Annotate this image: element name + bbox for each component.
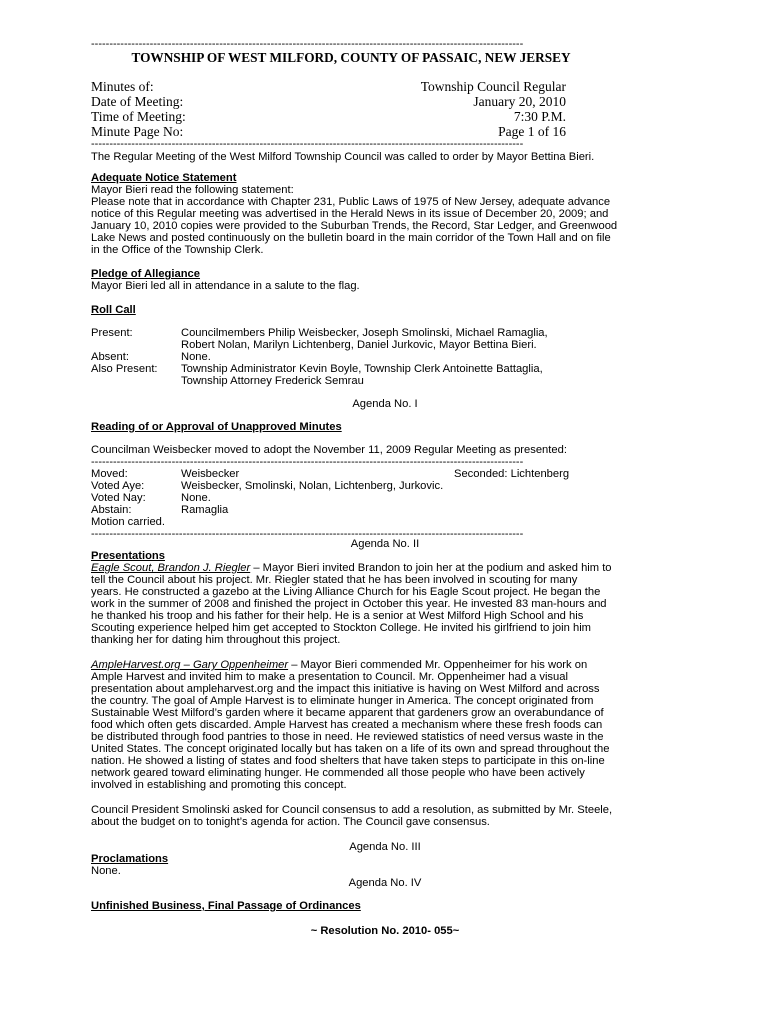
ample-line: be distributed through food pantries to those in need. He reviewed statistics of need versus waste in the [91, 731, 604, 743]
notice-line: notice of this Regular meeting was advertised in the Herald News in its issue of December 20, 2009; and [91, 208, 609, 220]
ample-harvest-section [91, 659, 691, 791]
motion-divider: ---------------------------------------------------------------------------------------------------------------------- [91, 456, 524, 468]
resolution-number: ~ Resolution No. 2010- 055~ [310, 925, 460, 937]
voted-nay-label: Voted Nay: [91, 492, 146, 504]
present-label: Present: [91, 327, 133, 339]
meta-value-date: January 20, 2010 [473, 94, 566, 109]
eagle-line: he thanked his troop and his father for their help. He is a senior at West Milford High School and his [91, 610, 584, 622]
eagle-scout-title: Eagle Scout, Brandon J. Riegler [91, 562, 251, 574]
absent-label: Absent: [91, 351, 129, 363]
ample-line: Ample Harvest and invited him to make a presentation to Council. Mr. Oppenheimer had a visual [91, 671, 568, 683]
agenda-number: Agenda No. III [349, 841, 421, 853]
minutes-motion-text: Councilman Weisbecker moved to adopt the November 11, 2009 Regular Meeting as presented: [91, 444, 567, 456]
ample-line: nation. He showed a listing of states and food shelters that have taken steps to participate in this on-line [91, 755, 605, 767]
eagle-line: work in the summer of 2008 and finished the project in October this year. He invested 83 man-hours and [91, 598, 607, 610]
eagle-first-text: – Mayor Bieri invited Brandon to join her at the podium and asked him to [250, 562, 612, 574]
document-title: TOWNSHIP OF WEST MILFORD, COUNTY OF PASSAIC, NEW JERSEY [131, 50, 571, 65]
voted-nay-value: None. [181, 492, 211, 504]
voted-aye-label: Voted Aye: [91, 480, 145, 492]
consensus-line: about the budget on to tonight’s agenda for action. The Council gave consensus. [91, 816, 490, 828]
ample-line: food which often gets discarded. Ample Harvest has created a mechanism where these fresh foods can [91, 719, 603, 731]
voted-aye-value: Weisbecker, Smolinski, Nolan, Lichtenberg, Jurkovic. [181, 480, 444, 492]
motion-result: Motion carried. [91, 516, 165, 528]
ample-harvest-title: AmpleHarvest.org – Gary Oppenheimer [91, 659, 289, 671]
meta-label-minutes: Minutes of: [91, 79, 154, 94]
abstain-value: Ramaglia [181, 504, 229, 516]
agenda-number: Agenda No. II [350, 538, 420, 550]
top-divider: ---------------------------------------------------------------------------------------------------------------------- [91, 38, 524, 50]
eagle-first-line [91, 562, 691, 574]
notice-line: Mayor Bieri read the following statement: [91, 184, 294, 196]
meta-value-time: 7:30 P.M. [513, 109, 566, 124]
present-value: Councilmembers Philip Weisbecker, Joseph Smolinski, Michael Ramaglia, [181, 327, 548, 339]
notice-line: January 10, 2010 copies were provided to the Suburban Trends, the Record, Star Ledger, and Greenwood [91, 220, 618, 232]
also-present-label: Also Present: [91, 363, 158, 375]
unfinished-business-heading: Unfinished Business, Final Passage of Ordinances [91, 900, 361, 912]
pledge-section [91, 268, 691, 292]
present-value-cont: Robert Nolan, Marilyn Lichtenberg, Daniel Jurkovic, Mayor Bettina Bieri. [181, 339, 537, 351]
agenda-number: Agenda No. I [352, 398, 418, 410]
agenda-number: Agenda No. IV [348, 877, 422, 889]
ample-line: presentation about ampleharvest.org and the impact this initiative is having on West Milford and across [91, 683, 600, 695]
absent-value: None. [181, 351, 211, 363]
consensus-line: Council President Smolinski asked for Council consensus to add a resolution, as submitted by Mr. Steele, [91, 804, 613, 816]
presentations-section [91, 550, 691, 646]
presentations-heading: Presentations [91, 550, 165, 562]
seconded-value: Seconded: Lichtenberg [454, 468, 570, 480]
proclamations-section [91, 853, 691, 877]
meta-value-minutes: Township Council Regular [420, 79, 566, 94]
notice-line: Please note that in accordance with Chapter 231, Public Laws of 1975 of New Jersey, adequate advance [91, 196, 611, 208]
eagle-line: thanking her for dating him throughout this project. [91, 634, 341, 646]
meta-label-date: Date of Meeting: [91, 94, 184, 109]
consensus-section [91, 804, 691, 828]
notice-line: in the Office of the Township Clerk. [91, 244, 264, 256]
meta-label-time: Time of Meeting: [91, 109, 186, 124]
also-present-value: Township Administrator Kevin Boyle, Township Clerk Antoinette Battaglia, [181, 363, 543, 375]
abstain-label: Abstain: [91, 504, 132, 516]
moved-label: Moved: [91, 468, 128, 480]
eagle-line: Scouting experience helped him get accepted to Stockton College. He invited his girlfriend to join him [91, 622, 591, 634]
proclamations-text: None. [91, 865, 121, 877]
moved-value: Weisbecker [181, 468, 240, 480]
intro-text: The Regular Meeting of the West Milford Township Council was called to order by Mayor Bettina Bieri. [91, 151, 595, 163]
ample-line: the country. The goal of Ample Harvest is to eliminate hunger in America. The concept originated from [91, 695, 594, 707]
roll-call-heading: Roll Call [91, 304, 136, 316]
ample-line: network geared toward eliminating hunger. He commended all those people who have been actively [91, 767, 585, 779]
meta-value-page: Page 1 of 16 [498, 124, 566, 139]
pledge-heading: Pledge of Allegiance [91, 268, 201, 280]
adequate-notice-section [91, 172, 691, 256]
ample-line: Sustainable West Milford’s garden where it became apparent that gardeners grow an overabundance of [91, 707, 604, 719]
header-divider: ---------------------------------------------------------------------------------------------------------------------- [91, 138, 524, 150]
notice-line: Lake News and posted continuously on the bulletin board in the main corridor of the Town Hall and on file [91, 232, 611, 244]
ample-first-text: – Mayor Bieri commended Mr. Oppenheimer for his work on [288, 659, 588, 671]
eagle-line: tell the Council about his project. Mr. Riegler stated that he has been involved in scouting for many [91, 574, 578, 586]
minutes-heading: Reading of or Approval of Unapproved Minutes [91, 421, 342, 433]
also-present-value-cont: Township Attorney Frederick Semrau [181, 375, 364, 387]
proclamations-heading: Proclamations [91, 853, 169, 865]
motion-divider: ---------------------------------------------------------------------------------------------------------------------- [91, 528, 524, 540]
adequate-notice-heading: Adequate Notice Statement [91, 172, 237, 184]
ample-line: United States. The concept originated locally but has taken on a life of its own and spread throughout the [91, 743, 610, 755]
meta-label-page: Minute Page No: [91, 124, 184, 139]
ample-first-line [91, 659, 691, 671]
pledge-text: Mayor Bieri led all in attendance in a salute to the flag. [91, 280, 360, 292]
ample-line: involved in establishing and promoting this concept. [91, 779, 347, 791]
eagle-line: years. He constructed a gazebo at the Living Alliance Church for his Eagle Scout project. He began the [91, 586, 601, 598]
